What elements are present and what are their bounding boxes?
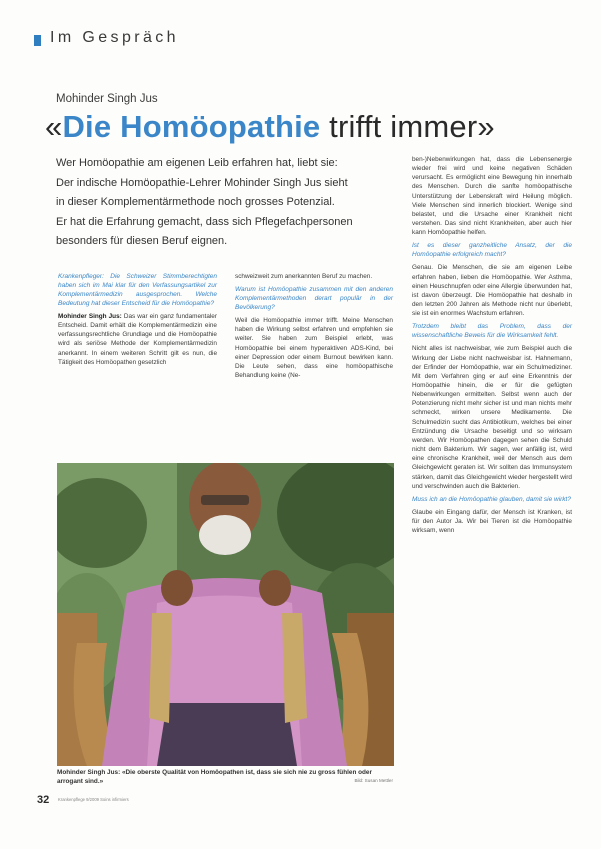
portrait-photo [57, 463, 394, 766]
lead-line: Der indische Homöopathie-Lehrer Mohinder Singh Jus sieht [56, 176, 348, 189]
answer: Genau. Die Menschen, die sie am eigenen Leibe erfahren haben, lieben die Homöopathie. Wer Asthma, einen Heuschnupfen oder eine Allergie überwunden hat, ist davon überzeugt. Die Homöopathie hat deshalb in den letzten 200 Jahren als Methode nicht nur überlebt, sie ist ein enormes Wachstum erfahren. [412, 264, 572, 318]
question: Warum ist Homöopathie zusammen mit den anderen Komplementärmethoden derart populär in der Bevölkerung? [235, 286, 393, 312]
question: Ist es dieser ganzheitliche Ansatz, der die Homöopathie erfolgreich macht? [412, 242, 572, 259]
question: Krankenpfleger: Die Schweizer Stimmberechtigten haben sich im Mai klar für den Verfassungsartikel zur Komplementärmedizin ausgesprochen. Welche Bedeutung hat dieser Entscheid für die Homöopathie? [58, 273, 217, 307]
lead-line: besonders für diesen Beruf eignen. [56, 235, 228, 247]
column-middle [235, 272, 393, 384]
headline-rest: trifft immer» [320, 109, 495, 144]
section-marker [34, 35, 41, 46]
section-label: Im Gespräch [50, 29, 179, 46]
lead-paragraph [56, 154, 396, 252]
photo-credit: Bild: Susan Mettler [354, 778, 393, 783]
answer [58, 312, 217, 367]
column-right [412, 155, 572, 539]
speaker-name: Mohinder Singh Jus: [58, 313, 122, 320]
page-number: 32 [37, 794, 50, 806]
photo-illustration [57, 463, 394, 766]
headline-quote-open: « [45, 109, 63, 144]
headline-accent: Die Homöopathie [62, 109, 321, 144]
question: Trotzdem bleibt das Problem, dass der wissenschaftliche Beweis für die Wirksamkeit fehlt. [412, 323, 572, 340]
column-left [58, 272, 217, 371]
lead-line: Er hat die Erfahrung gemacht, dass sich Pflegefachpersonen [56, 215, 353, 228]
question: Muss ich an die Homöopathie glauben, damit sie wirkt? [412, 495, 571, 503]
answer-text: Das war ein ganz fundamentaler Entscheid. Damit erhält die Komplementärmedizin eine verfassungsrechtliche Grundlage und die Homöopathie wird als seriöse Methode der Komplementärmedizin anerkannt. In einem weiteren Schritt gilt es nun, die Tätigkeit des Homöopathen gesetzlich [58, 313, 217, 366]
photo-caption: Mohinder Singh Jus: «Die oberste Qualität von Homöopathen ist, dass sie sich nie zu gross fühlen oder arrogant sind.» [57, 769, 372, 785]
kicker: Mohinder Singh Jus [56, 93, 158, 105]
answer: Weil die Homöopathie immer trifft. Meine Menschen haben die Wirkung selbst erfahren und empfehlen sie weiter. Sie haben zum Beispiel erlebt, was Homöopathie bei einem hyperaktiven ADS-Kind, bei einer Depression oder einem Burnout bewirken kann. Die Leute sehen, dass eine homöopathische Behandlung keine (Ne- [235, 317, 393, 380]
answer: Glaube ein Eingang dafür, der Mensch ist Kranken, ist für den Autor Ja. Wir bei Tieren ist die Homöopathie wirksam, wenn [412, 508, 572, 535]
lead-line: in dieser Komplementärmethode noch grosses Potenzial. [56, 196, 335, 208]
headline [45, 109, 495, 145]
answer: ben-)Nebenwirkungen hat, dass die Lebensenergie wieder frei wird und keine negativen Schäden verursacht. Es ermöglicht eine Bewegung hin innerhalb des Menschen. Durch die sanfte homöopathische Unterstützung der Lebenskraft wird Heilung möglich. Viele Menschen sind innerlich blockiert. Wenige sind belastet, und die Ursache einer Krankheit nicht verstehen. Das sind nicht Krankheiten, aber auch hier kann Homöopathie helfen. [412, 156, 572, 237]
footer-meta: Krankenpflege 9/2009 Soins infirmiers [58, 797, 129, 802]
answer: Nicht alles ist nachweisbar, wie zum Beispiel auch die Wirkung der Liebe nicht nachweisbar ist. Hahnemann, der Erfinder der Homöopathie, war ein Schulmediziner. Mit dem Verfahren ging er auf eine Erkenntnis der Homöopathie hinein, die er für die gefügten Nebenwirkungen ermittelten. Selbst wenn auch der Potenzierung nicht mehr sicher ist und man nichts mehr schmeckt, wirken unsere Medikamente. Die Schulmedizin sucht das Antibiotikum, welches bei einer Entzündung die Ursache beseitigt und so wirksam werden. Wir Homöopathen dagegen sehen die Schuld nicht dem Bakterium. Wir sagen, wer anfällig ist, wird eine chronische Krankheit, weil der Mensch aus dem Gleichgewicht geraten ist. Wir sollten das Immunsystem stärken, damit das Gleichgewicht wieder hergestellt wird und verschwinden auch die Bakterien. [412, 345, 572, 490]
answer: schweizweit zum anerkannten Beruf zu machen. [235, 273, 373, 280]
lead-line: Wer Homöopathie am eigenen Leib erfahren hat, liebt sie: [56, 157, 338, 169]
